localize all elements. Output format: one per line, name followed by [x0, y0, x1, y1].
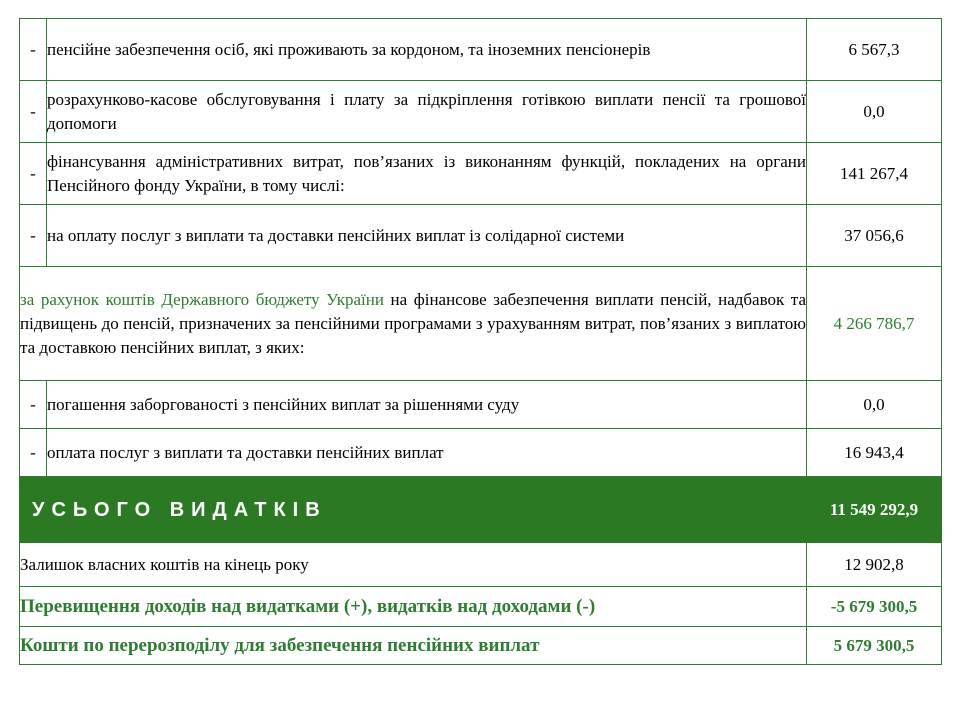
row-marker: - — [20, 143, 47, 205]
row-description: розрахунково-касове обслуговування і плату за підкріплення готівкою виплати пенсії та грошової допомоги — [47, 81, 807, 143]
row-description: пенсійне забезпечення осіб, які проживають за кордоном, та іноземних пенсіонерів — [47, 19, 807, 81]
total-label: УСЬОГО ВИДАТКІВ — [20, 477, 807, 543]
table-row — [20, 381, 942, 429]
table-row — [20, 205, 942, 267]
redistribution-value: 5 679 300,5 — [807, 627, 942, 665]
row-value: 6 567,3 — [807, 19, 942, 81]
row-marker: - — [20, 19, 47, 81]
table-row — [20, 81, 942, 143]
row-marker: - — [20, 81, 47, 143]
excess-row — [20, 587, 942, 627]
row-value: 0,0 — [807, 81, 942, 143]
redistribution-label: Кошти по перерозподілу для забезпечення пенсійних виплат — [20, 627, 807, 665]
row-description: оплата послуг з виплати та доставки пенсійних виплат — [47, 429, 807, 477]
total-row — [20, 477, 942, 543]
state-budget-value: 4 266 786,7 — [807, 267, 942, 381]
budget-table — [19, 18, 942, 665]
row-description: на оплату послуг з виплати та доставки пенсійних виплат із солідарної системи — [47, 205, 807, 267]
excess-label: Перевищення доходів над видатками (+), видатків над доходами (-) — [20, 587, 807, 627]
state-budget-source: за рахунок коштів Державного бюджету України — [20, 289, 384, 309]
balance-value: 12 902,8 — [807, 543, 942, 587]
balance-row — [20, 543, 942, 587]
excess-value: -5 679 300,5 — [807, 587, 942, 627]
table-row — [20, 429, 942, 477]
total-value: 11 549 292,9 — [807, 477, 942, 543]
row-marker: - — [20, 429, 47, 477]
table-row — [20, 143, 942, 205]
row-value: 141 267,4 — [807, 143, 942, 205]
row-value: 37 056,6 — [807, 205, 942, 267]
row-value: 16 943,4 — [807, 429, 942, 477]
balance-label: Залишок власних коштів на кінець року — [20, 543, 807, 587]
row-description: погашення заборгованості з пенсійних виплат за рішеннями суду — [47, 381, 807, 429]
state-budget-purpose: на фінансове забезпечення виплати пенсій, надбавок та підвищень до пенсій, призначених за пенсійними програмами з урахуванням витрат, пов’язаних з виплатою та доставкою пенсійних виплат, з яких: — [20, 289, 806, 357]
state-budget-description — [20, 267, 807, 381]
table-row — [20, 19, 942, 81]
row-marker: - — [20, 381, 47, 429]
row-description: фінансування адміністративних витрат, пов’язаних із виконанням функцій, покладених на органи Пенсійного фонду України, в тому числі: — [47, 143, 807, 205]
redistribution-row — [20, 627, 942, 665]
state-budget-row — [20, 267, 942, 381]
row-value: 0,0 — [807, 381, 942, 429]
row-marker: - — [20, 205, 47, 267]
